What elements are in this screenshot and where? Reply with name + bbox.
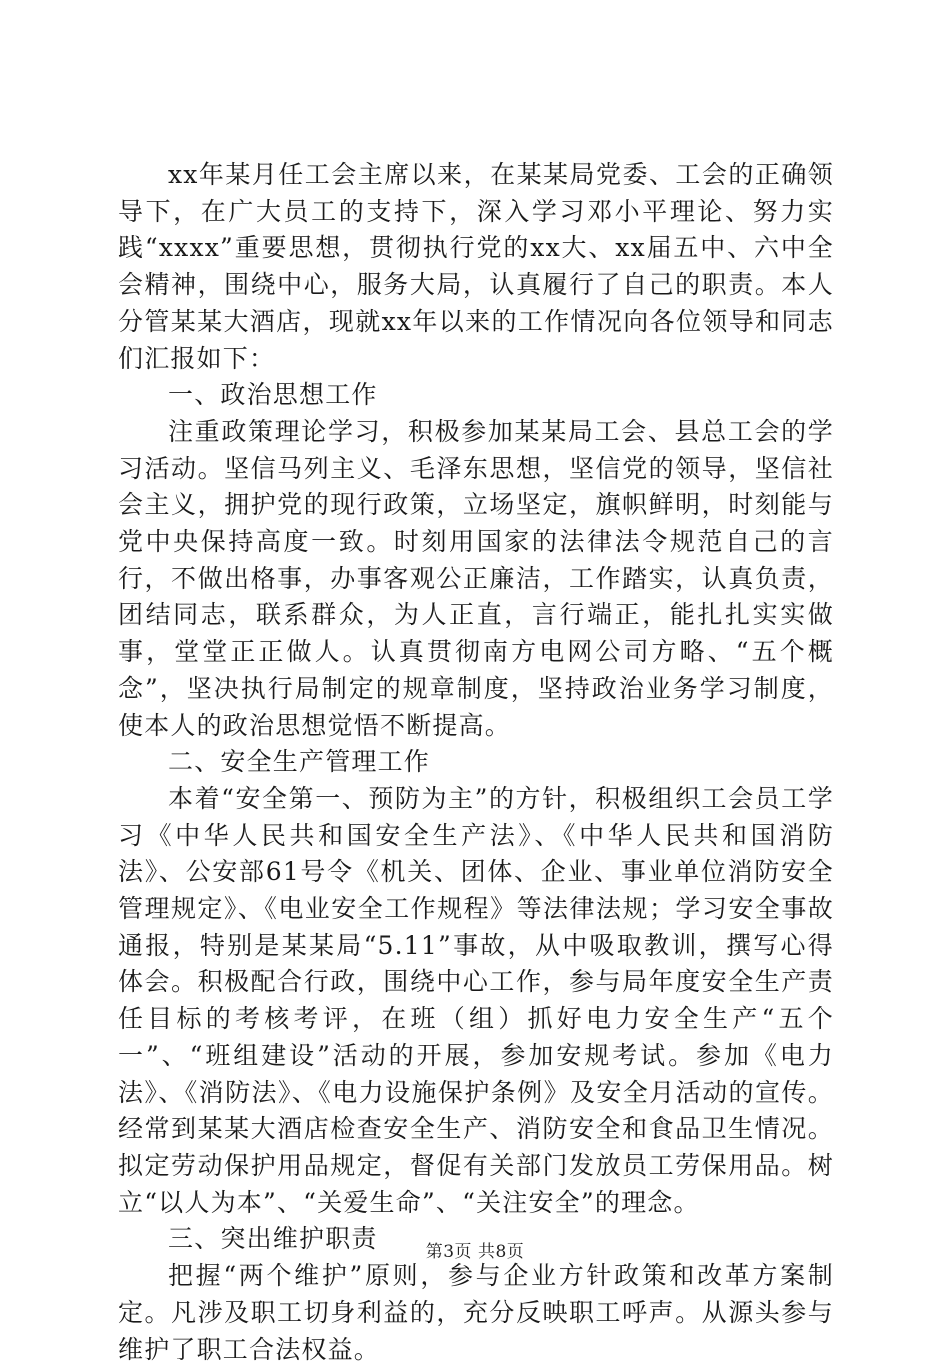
- political-paragraph: 注重政策理论学习，积极参加某某局工会、县总工会的学习活动。坚信马列主义、毛泽东思想，坚信党的领导，坚信社会主义，拥护党的现行政策，立场坚定，旗帜鲜明，时刻能与党中央保持高度一致。时刻用国家的法律法令规范自己的言行，不做出格事，办事客观公正廉洁，工作踏实，认真负责，团结同志，联系群众，为人正直，言行端正，能扎扎实实做事，堂堂正正做人。认真贯彻南方电网公司方略、“五个概念”，坚决执行局制定的规章制度，坚持政治业务学习制度，使本人的政治思想觉悟不断提高。: [118, 416, 834, 740]
- safety-paragraph: 本着“安全第一、预防为主”的方针，积极组织工会员工学习《中华人民共和国安全生产法》、《中华人民共和国消防法》、公安部61号令《机关、团体、企业、事业单位消防安全管理规定》、《电业安全工作规程》等法律法规；学习安全事故通报，特别是某某局“5.11”事故，从中吸取教训，撰写心得体会。积极配合行政，围绕中心工作，参与局年度安全生产责任目标的考核考评，在班（组）抓好电力安全生产“五个一”、“班组建设”活动的开展，参加安规考试。参加《电力法》、《消防法》、《电力设施保护条例》及安全月活动的宣传。经常到某某大酒店检查安全生产、消防安全和食品卫生情况。拟定劳动保护用品规定，督促有关部门发放员工劳保用品。树立“以人为本”、“关爱生命”、“关注安全”的理念。: [118, 783, 834, 1217]
- document-body: [118, 157, 834, 1368]
- page-number-footer: 第3页 共8页: [425, 1242, 525, 1262]
- protection-paragraph: 把握“两个维护”原则，参与企业方针政策和改革方案制定。凡涉及职工切身利益的，充分反映职工呼声。从源头参与维护了职工合法权益。: [118, 1261, 834, 1364]
- intro-paragraph: xx年某月任工会主席以来，在某某局党委、工会的正确领导下，在广大员工的支持下，深入学习邓小平理论、努力实践“xxxx”重要思想，贯彻执行党的xx大、xx届五中、六中全会精神，围绕中心，服务大局，认真履行了自己的职责。本人分管某某大酒店，现就xx年以来的工作情况向各位领导和同志们汇报如下：: [118, 160, 834, 373]
- section-heading-protection: 三、突出维护职责: [168, 1224, 378, 1254]
- section-heading-safety: 二、安全生产管理工作: [168, 747, 431, 777]
- section-heading-political: 一、政治思想工作: [168, 380, 378, 410]
